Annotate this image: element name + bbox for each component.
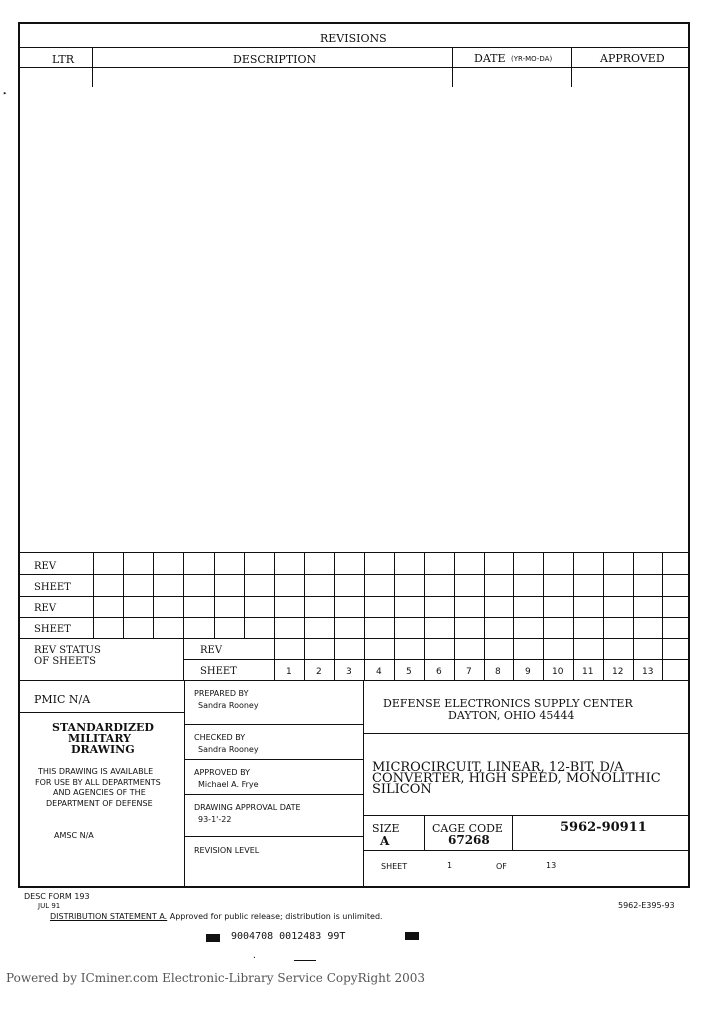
grid-col-line [484,552,485,680]
drawing-number: 5962-90911 [560,820,647,835]
grid-col-line [633,552,634,680]
cage-value: 67268 [448,833,490,847]
title-line-2: CONVERTER, HIGH SPEED, MONOLITHIC [372,771,661,786]
sheet-number: 11 [582,667,594,677]
revisions-col-divider [571,47,572,87]
grid-rule [20,638,689,639]
rev-status-rev: REV [200,645,223,656]
sheet-number: 9 [525,667,531,677]
of-label: OF [496,862,507,871]
prepared-by: Sandra Rooney [198,701,259,710]
grid-col-line [364,552,365,680]
title-block-divider [184,680,185,888]
form-number: DESC FORM 193 [24,892,90,901]
col-ltr: LTR [52,53,75,66]
grid-col-line [274,552,275,680]
title-block-divider [512,815,513,850]
pmic: PMIC N/A [34,693,91,706]
approval-date-label: DRAWING APPROVAL DATE [194,803,301,812]
grid-col-line [454,552,455,680]
grid-col-line [123,552,124,638]
grid-col-line [394,552,395,680]
avail-line: FOR USE BY ALL DEPARTMENTS [35,778,161,787]
grid-row-label: REV [34,603,57,614]
sheet-number: 8 [495,667,501,677]
size-label: SIZE [372,822,400,835]
sheet-number: 6 [436,667,442,677]
revisions-header-rule [20,67,689,68]
checked-by: Sandra Rooney [198,745,259,754]
approval-date: 93-1'-22 [198,815,232,824]
grid-rule [20,617,689,618]
grid-rule [20,552,689,553]
sheet-number: 3 [346,667,352,677]
checked-label: CHECKED BY [194,733,246,742]
cage-label: CAGE CODE [432,822,503,835]
avail-line: AND AGENCIES OF THE [53,788,146,797]
title-block-rule [363,815,689,816]
sheet-value: 1 [447,861,453,870]
sheet-number: 5 [406,667,412,677]
form-date: JUL 91 [38,902,61,910]
tick-mark: · [252,953,257,962]
approved-by: Michael A. Frye [198,780,259,789]
revisions-col-divider [452,47,453,87]
revisions-rule [20,47,689,48]
rev-status-label-2: OF SHEETS [34,656,97,667]
title-block-rule [363,850,689,851]
col-date: DATE [474,52,506,65]
grid-col-line [662,552,663,680]
barcode-mark-left [206,934,220,942]
title-block-rule [363,733,689,734]
title-line-1: MICROCIRCUIT, LINEAR, 12-BIT, D/A [372,760,624,775]
rev-status-sheet: SHEET [200,666,237,677]
grid-rule [183,659,689,660]
grid-col-line [183,552,184,680]
barcode-text: 9004708 0012483 99T [231,931,346,942]
prepared-label: PREPARED BY [194,689,249,698]
barcode-mark-right [405,932,419,940]
title-block-rule [184,724,363,725]
rev-status-label: REV STATUS [34,645,101,656]
title-block-rule [184,836,363,837]
distribution-statement [50,913,383,921]
title-block-rule [184,794,363,795]
revision-level-label: REVISION LEVEL [194,846,260,855]
grid-col-line [334,552,335,680]
margin-mark: ▸ [3,89,8,97]
sheet-number: 10 [552,667,564,677]
std-line-2: MILITARY [68,732,131,745]
title-block-rule [184,759,363,760]
reference-number: 5962-E395-93 [618,901,675,910]
std-line-3: DRAWING [71,743,135,756]
grid-col-line [573,552,574,680]
grid-col-line [304,552,305,680]
agency-line-2: DAYTON, OHIO 45444 [448,709,575,722]
sheet-number: 1 [286,667,292,677]
title-block-rule [20,680,689,681]
sheet-number: 12 [612,667,624,677]
sheet-number: 7 [466,667,472,677]
grid-col-line [214,552,215,638]
size-value: A [380,834,390,848]
grid-col-line [93,552,94,638]
grid-row-label: SHEET [34,582,71,593]
approved-label: APPROVED BY [194,768,251,777]
col-description: DESCRIPTION [233,53,317,66]
revisions-col-divider [92,47,93,87]
col-approved: APPROVED [600,52,665,65]
agency-line-1: DEFENSE ELECTRONICS SUPPLY CENTER [383,697,633,710]
avail-line: DEPARTMENT OF DEFENSE [46,799,153,808]
grid-row-label: SHEET [34,624,71,635]
grid-row-label: REV [34,561,57,572]
sheet-label: SHEET [381,862,408,871]
grid-col-line [424,552,425,680]
grid-col-line [244,552,245,638]
std-line-1: STANDARDIZED [52,721,154,734]
grid-col-line [603,552,604,680]
revisions-title: REVISIONS [320,32,387,45]
powered-by: Powered by ICminer.com Electronic-Library Service CopyRight 2003 [6,971,426,985]
sheet-number: 2 [316,667,322,677]
tick-rule [294,960,316,961]
title-block-rule [20,712,184,713]
avail-line: THIS DRAWING IS AVAILABLE [38,767,154,776]
col-date-format: (YR-MO-DA) [511,55,553,63]
grid-rule [20,574,689,575]
of-value: 13 [546,861,557,870]
grid-rule [20,596,689,597]
title-block-divider [363,680,364,888]
distribution-label: DISTRIBUTION STATEMENT A. [50,912,168,921]
grid-col-line [153,552,154,638]
amsc: AMSC N/A [54,831,94,840]
title-line-3: SILICON [372,782,432,797]
grid-col-line [543,552,544,680]
title-block-divider [424,815,425,850]
distribution-text: Approved for public release; distribution is unlimited. [169,912,383,921]
sheet-number: 4 [376,667,382,677]
sheet-number: 13 [642,667,654,677]
grid-col-line [513,552,514,680]
